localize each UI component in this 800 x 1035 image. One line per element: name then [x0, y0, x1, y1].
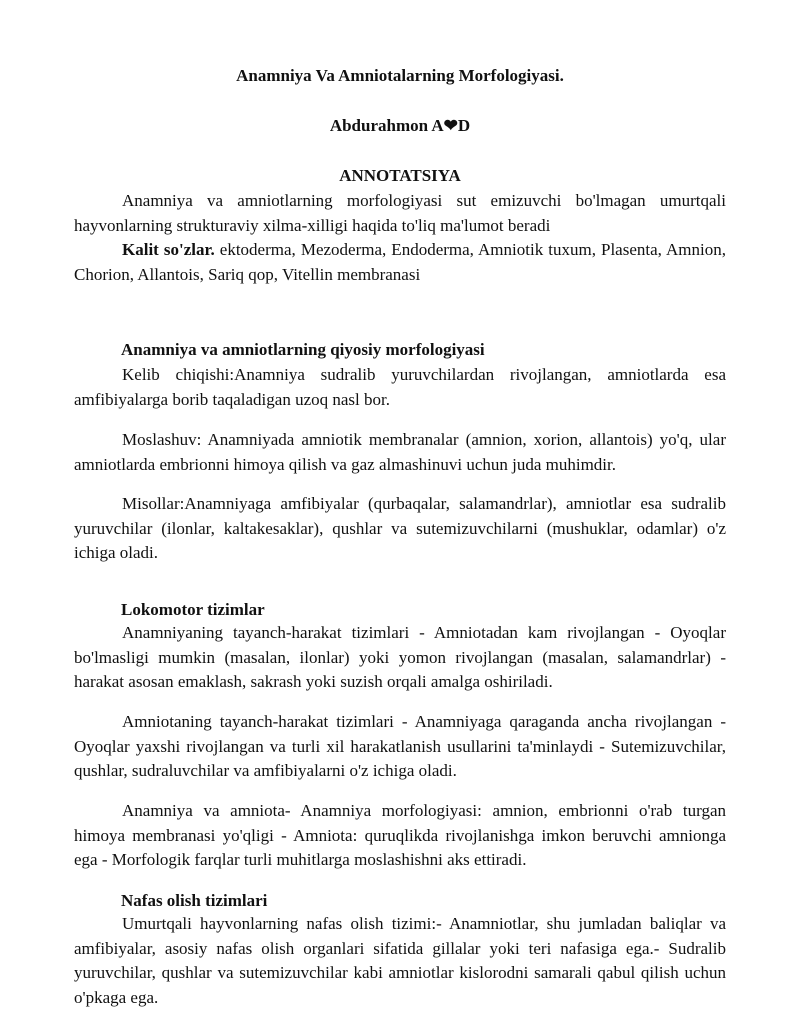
document-title: Anamniya Va Amniotalarning Morfologiyasi.: [236, 66, 564, 85]
paragraph-origin: Kelib chiqishi:Anamniya sudralib yuruvchilardan rivojlangan, amniotlarda esa amfibiyalarga borib taqaladigan uzoq nasl bor.: [74, 365, 726, 409]
section-heading-respiratory: Nafas olish tizimlari: [121, 891, 268, 910]
author-name: Abdurahmon A❤D: [329, 116, 471, 135]
paragraph-adaptation: Moslashuv: Anamniyada amniotik membranalar (amnion, xorion, allantois) yo'q, ular amniotlarda embrionni himoya qilish va gaz almashinuvi uchun juda muhimdir.: [74, 430, 726, 474]
section-heading-comparative: Anamniya va amniotlarning qiyosiy morfologiyasi: [121, 340, 485, 359]
paragraph-anamnia-locomotor: Anamniyaning tayanch-harakat tizimlari - Amniotadan kam rivojlangan - Oyoqlar bo'lmasligi mumkin (masalan, ilonlar) yoki yomon rivojlangan (masalan, salamandrlar) - harakat asosan emaklash, sakrash yoki suzish orqali amalga oshiriladi.: [74, 623, 726, 691]
paragraph-amniota-locomotor: Amniotaning tayanch-harakat tizimlari - Anamniyaga qaraganda ancha rivojlangan - Oyoqlar yaxshi rivojlangan va turli xil harakatlanish usullarini ta'minlaydi - Sutemizuvchilar, qushlar, sudraluvchilar va amfibiyalarni o'z ichiga oladi.: [74, 712, 726, 780]
keywords-label: Kalit so'zlar.: [122, 240, 215, 259]
section-heading-locomotor: Lokomotor tizimlar: [121, 600, 265, 619]
paragraph-anamnia-amniota: Anamniya va amniota- Anamniya morfologiyasi: amnion, embrionni o'rab turgan himoya membranasi yo'qligi - Amniota: quruqlikda rivojlanishga imkon beruvchi amnionga ega - Morfologik farqlar turli muhitlarga moslashishni aks ettiradi.: [74, 801, 726, 869]
paragraph-respiratory: Umurtqali hayvonlarning nafas olish tizimi:- Anamniotlar, shu jumladan baliqlar va amfibiyalar, asosiy nafas olish organlari sifatida gillalar yoki teri nafasiga ega.- Sudralib yuruvchilar, qushlar va sutemizuvchilar kabi amniotlar kislorodni samarali qabul qilish uchun o'pkaga ega.: [74, 914, 726, 1007]
keywords-paragraph: [74, 238, 726, 287]
abstract-heading: ANNOTATSIYA: [339, 166, 461, 185]
keywords-text: ektoderma, Mezoderma, Endoderma, Amniotik tuxum, Plasenta, Amnion, Chorion, Allantois, Sariq qop, Vitellin membranasi: [74, 240, 726, 284]
abstract-paragraph: Anamniya va amniotlarning morfologiyasi sut emizuvchi bo'lmagan umurtqali hayvonlarning strukturaviy xilma-xilligi haqida to'liq ma'lumot beradi: [74, 191, 726, 235]
paragraph-examples: Misollar:Anamniyaga amfibiyalar (qurbaqalar, salamandrlar), amniotlar esa sudralib yuruvchilar (ilonlar, kaltakesaklar), qushlar va sutemizuvchilarni (mushuklar, odamlar) o'z ichiga oladi.: [74, 494, 726, 562]
